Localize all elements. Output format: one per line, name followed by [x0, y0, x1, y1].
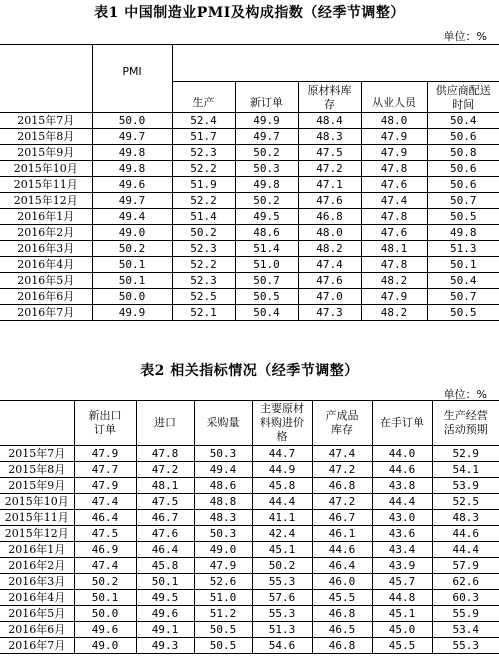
table2-header: [0, 401, 499, 446]
table-cell: 49.4: [194, 462, 252, 478]
table-cell: 50.0: [92, 113, 172, 129]
table1-header-employment: 从业人员: [361, 82, 427, 113]
table-row: [0, 273, 499, 289]
row-month-label: 2016年3月: [0, 574, 74, 590]
table1-header-group-spacer: [172, 45, 499, 82]
table-cell: 45.7: [372, 574, 432, 590]
table-cell: 50.3: [194, 446, 252, 462]
row-month-label: 2016年3月: [0, 241, 92, 257]
table-cell: 47.6: [361, 177, 427, 193]
table-cell: 45.8: [136, 558, 194, 574]
table-cell: 46.4: [74, 510, 136, 526]
row-month-label: 2015年9月: [0, 145, 92, 161]
table-cell: 45.1: [252, 542, 312, 558]
table2-unit-label: 单位：%: [443, 388, 487, 401]
table-cell: 46.0: [312, 574, 372, 590]
table-row: [0, 113, 499, 129]
table-cell: 47.3: [298, 305, 361, 321]
table-row: [0, 526, 499, 542]
table-row: [0, 574, 499, 590]
row-month-label: 2015年8月: [0, 462, 74, 478]
table-cell: 52.6: [194, 574, 252, 590]
table-cell: 51.3: [252, 622, 312, 638]
table-cell: 47.6: [361, 225, 427, 241]
table2-header-imports: 进口: [136, 401, 194, 446]
table-cell: 46.8: [312, 606, 372, 622]
table1-header-new-orders: 新订单: [235, 82, 298, 113]
table-cell: 52.2: [172, 161, 235, 177]
row-month-label: 2015年8月: [0, 129, 92, 145]
table-cell: 50.7: [235, 273, 298, 289]
table-cell: 47.5: [298, 145, 361, 161]
table-cell: 48.0: [298, 225, 361, 241]
table-cell: 48.0: [361, 113, 427, 129]
table-cell: 49.4: [92, 209, 172, 225]
table-cell: 44.0: [372, 446, 432, 462]
table-cell: 48.8: [194, 494, 252, 510]
table-row: [0, 494, 499, 510]
table2-header-input-prices-label: 主要原材料购进价格: [260, 402, 304, 443]
table-cell: 47.2: [312, 462, 372, 478]
table-cell: 48.4: [298, 113, 361, 129]
table-cell: 47.4: [74, 494, 136, 510]
table1-header-raw-material-inventory-label: 原材料库存: [307, 84, 352, 111]
table-cell: 43.0: [372, 510, 432, 526]
table-cell: 51.9: [172, 177, 235, 193]
table-row: [0, 558, 499, 574]
table-cell: 44.9: [252, 462, 312, 478]
table-cell: 45.5: [312, 590, 372, 606]
table-row: [0, 638, 499, 654]
table-cell: 52.3: [172, 273, 235, 289]
table-cell: 46.8: [298, 209, 361, 225]
table-cell: 55.3: [252, 574, 312, 590]
table-row: [0, 161, 499, 177]
table-cell: 50.1: [136, 574, 194, 590]
table-cell: 50.5: [194, 638, 252, 654]
row-month-label: 2015年12月: [0, 193, 92, 209]
table-cell: 50.2: [235, 193, 298, 209]
table-row: [0, 257, 499, 273]
table-cell: 49.1: [136, 622, 194, 638]
table-cell: 48.3: [194, 510, 252, 526]
table2-title: 表2 相关指标情况（经季节调整）: [140, 363, 359, 379]
table-cell: 49.0: [92, 225, 172, 241]
table-cell: 52.9: [432, 446, 499, 462]
table-cell: 46.7: [312, 510, 372, 526]
table-cell: 44.4: [432, 542, 499, 558]
table-cell: 50.4: [235, 305, 298, 321]
table2-header-new-export-orders-label: 新出口订单: [88, 409, 122, 436]
table-cell: 47.2: [136, 462, 194, 478]
table-cell: 47.9: [361, 129, 427, 145]
row-month-label: 2015年11月: [0, 177, 92, 193]
table-cell: 51.3: [427, 241, 499, 257]
table-row: [0, 478, 499, 494]
table-cell: 49.7: [92, 193, 172, 209]
table-cell: 47.9: [361, 145, 427, 161]
table-cell: 46.4: [136, 542, 194, 558]
table1-header-production: 生产: [172, 82, 235, 113]
table-cell: 45.1: [372, 606, 432, 622]
table-cell: 50.4: [427, 273, 499, 289]
table1-header-supplier-delivery-time-label: 供应商配送时间: [435, 84, 491, 111]
table-cell: 46.4: [312, 558, 372, 574]
table-cell: 52.1: [172, 305, 235, 321]
table-cell: 48.2: [361, 305, 427, 321]
table-cell: 50.2: [172, 225, 235, 241]
table-cell: 48.1: [136, 478, 194, 494]
table-cell: 44.4: [252, 494, 312, 510]
table1-header-pmi: PMI: [92, 45, 172, 113]
row-month-label: 2015年7月: [0, 113, 92, 129]
table-cell: 47.4: [361, 193, 427, 209]
table-row: [0, 129, 499, 145]
table-cell: 50.2: [235, 145, 298, 161]
row-month-label: 2016年7月: [0, 305, 92, 321]
table-cell: 47.8: [361, 209, 427, 225]
table-cell: 48.3: [298, 129, 361, 145]
table-cell: 51.0: [194, 590, 252, 606]
row-month-label: 2015年10月: [0, 161, 92, 177]
table-cell: 57.9: [432, 558, 499, 574]
table2-header-new-export-orders: [74, 401, 136, 446]
table-cell: 49.9: [92, 305, 172, 321]
table-cell: 47.6: [298, 273, 361, 289]
table-cell: 47.5: [136, 494, 194, 510]
table-cell: 50.5: [194, 622, 252, 638]
table1-header: [0, 45, 499, 113]
table-cell: 46.5: [312, 622, 372, 638]
table-cell: 49.3: [136, 638, 194, 654]
table-cell: 45.5: [372, 638, 432, 654]
table-cell: 50.7: [427, 193, 499, 209]
table-cell: 55.3: [432, 638, 499, 654]
table-cell: 46.8: [312, 478, 372, 494]
table-cell: 44.6: [432, 526, 499, 542]
table-cell: 41.1: [252, 510, 312, 526]
table-cell: 50.1: [427, 257, 499, 273]
table-cell: 50.2: [74, 574, 136, 590]
table-row: [0, 177, 499, 193]
row-month-label: 2015年11月: [0, 510, 74, 526]
table-cell: 43.9: [372, 558, 432, 574]
table-cell: 48.1: [361, 241, 427, 257]
table-cell: 50.8: [427, 145, 499, 161]
table-cell: 52.5: [432, 494, 499, 510]
table2-header-business-expectations-label: 生产经营活动预期: [443, 409, 488, 436]
table-cell: 45.0: [372, 622, 432, 638]
table-cell: 50.5: [235, 289, 298, 305]
table-cell: 47.7: [74, 462, 136, 478]
table-cell: 42.4: [252, 526, 312, 542]
table-cell: 49.6: [74, 622, 136, 638]
table-cell: 43.8: [372, 478, 432, 494]
table-cell: 49.0: [74, 638, 136, 654]
table-cell: 47.9: [74, 446, 136, 462]
table2-header-finished-goods-inventory-label: 产成品库存: [325, 409, 359, 436]
table-cell: 52.5: [172, 289, 235, 305]
table-cell: 52.2: [172, 257, 235, 273]
table-cell: 48.6: [235, 225, 298, 241]
table-cell: 46.7: [136, 510, 194, 526]
table-cell: 51.7: [172, 129, 235, 145]
table1-title: 表1 中国制造业PMI及构成指数（经季节调整）: [94, 5, 405, 21]
table-cell: 52.3: [172, 241, 235, 257]
table-cell: 55.9: [432, 606, 499, 622]
table-cell: 50.2: [92, 241, 172, 257]
table-cell: 49.8: [92, 161, 172, 177]
row-month-label: 2016年5月: [0, 606, 74, 622]
table-cell: 53.4: [432, 622, 499, 638]
table-cell: 44.8: [372, 590, 432, 606]
table-cell: 50.1: [74, 590, 136, 606]
row-month-label: 2016年6月: [0, 289, 92, 305]
table-cell: 50.1: [92, 273, 172, 289]
table-cell: 49.6: [136, 606, 194, 622]
table1-header-supplier-delivery-time: [427, 82, 499, 113]
table-cell: 47.6: [136, 526, 194, 542]
table-cell: 50.1: [92, 257, 172, 273]
row-month-label: 2016年4月: [0, 590, 74, 606]
table-cell: 49.8: [92, 145, 172, 161]
table2-corner-cell: [0, 401, 74, 446]
table-row: [0, 510, 499, 526]
table-cell: 49.9: [235, 113, 298, 129]
table-cell: 44.7: [252, 446, 312, 462]
table-cell: 49.5: [136, 590, 194, 606]
table-cell: 47.2: [298, 161, 361, 177]
table1-unit-label: 单位：%: [443, 30, 487, 43]
table-cell: 47.6: [298, 193, 361, 209]
table1-body: [0, 113, 499, 321]
table-cell: 47.9: [194, 558, 252, 574]
table-cell: 50.3: [194, 526, 252, 542]
table-row: [0, 622, 499, 638]
table-cell: 45.8: [252, 478, 312, 494]
table-cell: 60.3: [432, 590, 499, 606]
table-cell: 50.6: [427, 129, 499, 145]
table-row: [0, 590, 499, 606]
table-cell: 46.1: [312, 526, 372, 542]
table-cell: 48.2: [361, 273, 427, 289]
table-cell: 52.3: [172, 145, 235, 161]
row-month-label: 2016年5月: [0, 273, 92, 289]
table-cell: 49.7: [235, 129, 298, 145]
table-cell: 48.3: [432, 510, 499, 526]
table1-pmi: [0, 44, 499, 321]
row-month-label: 2016年6月: [0, 622, 74, 638]
table-cell: 47.2: [312, 494, 372, 510]
table-cell: 47.4: [74, 558, 136, 574]
table-cell: 47.0: [298, 289, 361, 305]
table-cell: 49.0: [194, 542, 252, 558]
table-cell: 54.6: [252, 638, 312, 654]
table-cell: 49.7: [92, 129, 172, 145]
table-cell: 51.2: [194, 606, 252, 622]
table2-header-input-prices: [252, 401, 312, 446]
table-cell: 46.8: [312, 638, 372, 654]
table-cell: 51.4: [235, 241, 298, 257]
table-cell: 49.5: [235, 209, 298, 225]
table-cell: 50.7: [427, 289, 499, 305]
table-cell: 55.3: [252, 606, 312, 622]
row-month-label: 2016年2月: [0, 225, 92, 241]
table-cell: 49.8: [235, 177, 298, 193]
table-cell: 47.8: [361, 257, 427, 273]
table-row: [0, 225, 499, 241]
table-row: [0, 606, 499, 622]
table-cell: 53.9: [432, 478, 499, 494]
table-cell: 50.2: [252, 558, 312, 574]
row-month-label: 2016年7月: [0, 638, 74, 654]
table-row: [0, 305, 499, 321]
table-cell: 43.4: [372, 542, 432, 558]
table-row: [0, 209, 499, 225]
table-cell: 52.4: [172, 113, 235, 129]
table2-body: [0, 446, 499, 654]
row-month-label: 2015年9月: [0, 478, 74, 494]
table2-header-business-expectations: [432, 401, 499, 446]
table2-related-indicators: [0, 400, 499, 654]
table-cell: 44.6: [312, 542, 372, 558]
table-cell: 47.4: [312, 446, 372, 462]
table-cell: 47.1: [298, 177, 361, 193]
table-cell: 50.0: [92, 289, 172, 305]
table-cell: 54.1: [432, 462, 499, 478]
table-cell: 47.9: [74, 478, 136, 494]
row-month-label: 2016年1月: [0, 209, 92, 225]
table-row: [0, 462, 499, 478]
table-cell: 50.4: [427, 113, 499, 129]
row-month-label: 2016年4月: [0, 257, 92, 273]
table2-header-purchase-volume: 采购量: [194, 401, 252, 446]
table-cell: 50.0: [74, 606, 136, 622]
table-cell: 47.9: [361, 289, 427, 305]
table-cell: 47.8: [361, 161, 427, 177]
table-cell: 57.6: [252, 590, 312, 606]
table1-header-raw-material-inventory: [298, 82, 361, 113]
table2-header-finished-goods-inventory: [312, 401, 372, 446]
row-month-label: 2016年2月: [0, 558, 74, 574]
table-cell: 62.6: [432, 574, 499, 590]
table-cell: 50.6: [427, 161, 499, 177]
table-cell: 48.2: [298, 241, 361, 257]
table-cell: 50.5: [427, 209, 499, 225]
table-cell: 51.0: [235, 257, 298, 273]
table-row: [0, 193, 499, 209]
table-cell: 44.4: [372, 494, 432, 510]
table-cell: 48.6: [194, 478, 252, 494]
table-cell: 52.2: [172, 193, 235, 209]
row-month-label: 2015年10月: [0, 494, 74, 510]
table-cell: 50.5: [427, 305, 499, 321]
table-row: [0, 542, 499, 558]
table-cell: 44.6: [372, 462, 432, 478]
table-row: [0, 241, 499, 257]
table-cell: 49.8: [427, 225, 499, 241]
table-cell: 47.8: [136, 446, 194, 462]
table-cell: 51.4: [172, 209, 235, 225]
row-month-label: 2016年1月: [0, 542, 74, 558]
table-cell: 46.9: [74, 542, 136, 558]
table-row: [0, 289, 499, 305]
table-cell: 47.4: [298, 257, 361, 273]
table1-corner-cell: [0, 45, 92, 113]
table-row: [0, 145, 499, 161]
row-month-label: 2015年7月: [0, 446, 74, 462]
table-row: [0, 446, 499, 462]
row-month-label: 2015年12月: [0, 526, 74, 542]
table-cell: 47.5: [74, 526, 136, 542]
table-cell: 50.3: [235, 161, 298, 177]
table-cell: 50.6: [427, 177, 499, 193]
table-cell: 43.6: [372, 526, 432, 542]
table2-header-backlog-orders: 在手订单: [372, 401, 432, 446]
table-cell: 49.6: [92, 177, 172, 193]
